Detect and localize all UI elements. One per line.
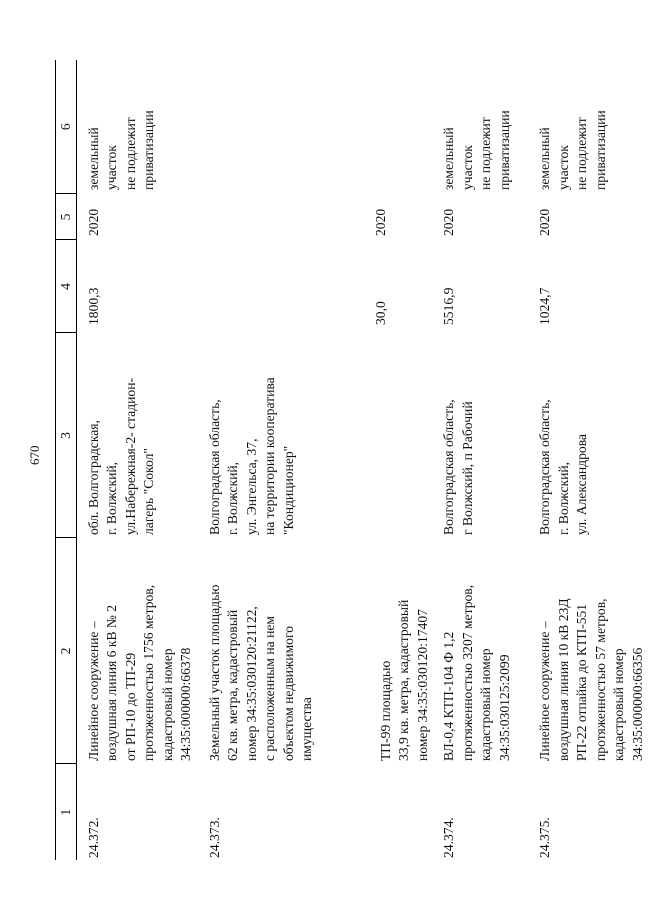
column-header-4: 4 (56, 240, 77, 333)
object-area: 5516,9 (441, 287, 457, 325)
object-address: Волгоградская область, г Волжский, п Рабочий (441, 399, 475, 535)
object-year: 2020 (441, 208, 457, 236)
object-area-extra: 30,0 (373, 301, 388, 325)
object-year: 2020 (537, 208, 553, 236)
object-description: ВЛ-0,4 КТП-104 Ф 1,2 протяженностью 3207 метров, кадастровый номер 34:35:030125:2099 (441, 584, 512, 761)
object-note: земельный участок не подлежит приватизации (441, 110, 512, 190)
column-header-6: 6 (56, 60, 77, 194)
object-year-cell (198, 194, 432, 240)
row-number: 24.375. (537, 817, 553, 858)
column-header-1: 1 (56, 764, 77, 860)
row-number: 24.373. (207, 817, 222, 858)
page-number: 670 (27, 445, 42, 465)
object-description: Линейное сооружение – воздушная линия 10 кВ 23Д РП-22 отпайка до КТП-551 протяженностью 57 метров, кадастровый номер 34:35:000000:66356 (537, 598, 645, 761)
column-number-row (56, 60, 77, 860)
object-description-extra: ТП-99 площадью 33,9 кв. метра, кадастровый номер 34:35:030120:17407 (377, 599, 430, 761)
column-header-5: 5 (56, 194, 77, 240)
object-address: Волгоградская область, г. Волжский, ул. Александрова (537, 399, 590, 535)
object-area: 1024,7 (537, 287, 553, 325)
object-description-cell (198, 538, 432, 764)
table-row (528, 60, 670, 860)
column-header-2: 2 (56, 538, 77, 764)
table-row (198, 60, 432, 860)
object-address: обл. Волгоградская, г. Волжский, ул.Набережная-2- стадион- лагерь "Сокол" (86, 378, 157, 535)
rotated-page (27, 60, 645, 860)
object-year: 2020 (86, 208, 101, 236)
object-address: Волгоградская область, г. Волжский, ул. Энгельса, 37, на территории кооператива "Кондиционер" (207, 377, 296, 535)
table-row (432, 60, 528, 860)
row-number: 24.372. (86, 817, 101, 858)
column-header-3: 3 (56, 333, 77, 538)
object-area-cell (198, 240, 432, 333)
object-note (198, 60, 432, 194)
object-description: Линейное сооружение – воздушная линия 6 кВ № 2 от РП-10 до ТП-29 протяженностью 1756 метров, кадастровый номер 34:35:000000:66378 (86, 584, 194, 761)
object-note: земельный участок не подлежит приватизации (537, 110, 608, 190)
row-number: 24.374. (441, 817, 457, 858)
object-year-extra: 2020 (373, 208, 388, 236)
table-row (77, 60, 199, 860)
object-description: Земельный участок площадью 62 кв. метра, кадастровый номер 34:35:030120:21122, с расположенным на нем объектом недвижимого имущества (207, 584, 315, 761)
object-area: 1800,3 (86, 287, 101, 325)
property-table (55, 60, 670, 860)
object-note: земельный участок не подлежит приватизации (86, 110, 157, 190)
